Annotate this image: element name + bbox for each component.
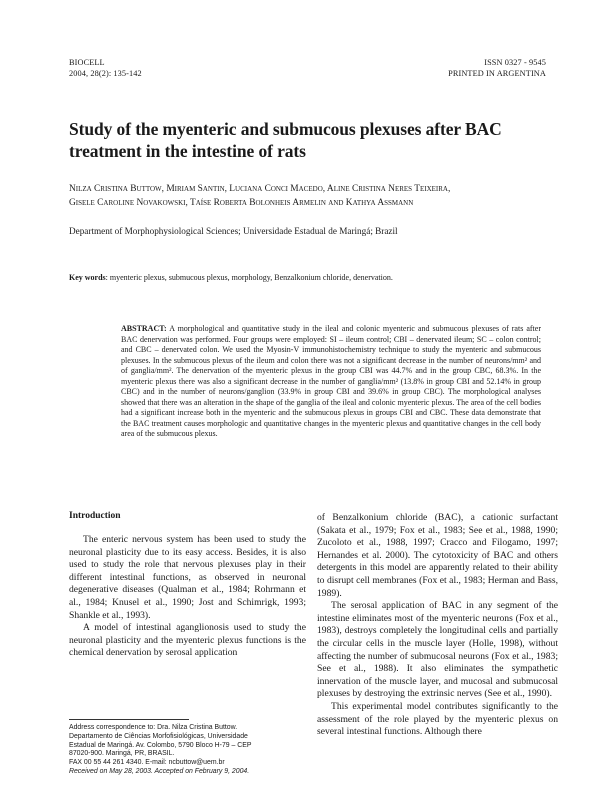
authors-line-2: Gisele Caroline Novakowski, Taíse Roberta Bolonheis Armelin and Kathya Assmann: [69, 198, 414, 208]
footnote-line: Address correspondence to: Dra. Nilza Cristina Buttow.: [69, 724, 238, 731]
keywords: [69, 273, 544, 283]
footnote-line: Departamento de Ciências Morfofisiológicas, Universidade: [69, 732, 248, 740]
left-column: [69, 534, 306, 660]
journal-name: BIOCELL: [69, 58, 105, 67]
abstract-text: A morphological and quantitative study in the ileal and colonic myenteric and submucous plexuses of rats after BAC denervation was performed. Four groups were employed: SI – ileum control; CBI – denervated ileum; SC – colon control; and CBC – denervated colon. We used the Myosin-V immunohistochemistry technique to study the myenteric and submucous plexuses. In the submucous plexus of the ileum and colon there was not a significant decrease in the number of neurons/mm² and of ganglia/mm². The denervation of the myenteric plexus in the group CBI was 44.7% and in the group CBC, 68.3%. In the myenteric plexus there was also a significant decrease in the number of ganglia/mm² (13.8% in group CBI and 52.14% in group CBC) and in the number of neurons/ganglion (33.9% in group CBI and 39.6% in group CBC). The morphological analyses showed that there was an alteration in the shape of the ganglia of the ileal and colonic myenteric plexus. The area of the cell bodies had a significant increase both in the myenteric and the submucous plexus in groups CBI and CBC. These data demonstrate that the BAC treatment causes morphologic and quantitative changes in the myenteric plexus and quantitative changes in the cell body area of the submucous plexus.: [121, 324, 541, 438]
correspondence-footnote: [69, 724, 309, 777]
intro-paragraph: This experimental model contributes significantly to the assessment of the role played by the myenteric plexus on several intestinal functions. Although there: [317, 700, 558, 738]
authors-line-1: Nilza Cristina Buttow, Miriam Santin, Luciana Conci Macedo, Aline Cristina Neres Teixeira,: [69, 184, 451, 194]
footnote-divider: [69, 719, 189, 720]
received-dates: Received on May 28, 2003. Accepted on February 9, 2004.: [69, 767, 250, 775]
intro-paragraph: The serosal application of BAC in any segment of the intestine eliminates most of the myenteric neurons (Fox et al., 1983), destroys completely the longitudinal cells and partially the circular cells in the muscle layer (Holle, 1998), without affecting the number of submucosal neurons (Fox et al., 1983; See et al., 1988). It also eliminates the sympathetic innervation of the muscle layer, and mucosal and submucosal plexuses by destroying the extrinsic nerves (See et al., 1990).: [317, 600, 558, 700]
footnote-line: Estadual de Maringá. Av. Colombo, 5790 Bloco H-79 – CEP: [69, 741, 252, 749]
right-column: [317, 512, 558, 739]
journal-header: [69, 57, 142, 79]
abstract: [121, 324, 541, 440]
paper-title: Study of the myenteric and submucous plexuses after BAC treatment in the intestine of rats: [69, 119, 502, 161]
footnote-line: FAX 00 55 44 261 4340. E-mail: ncbuttow@uem.br: [69, 759, 225, 767]
printed-in: PRINTED IN ARGENTINA: [448, 69, 546, 78]
issn-header: [448, 57, 546, 79]
issn: ISSN 0327 - 9545: [484, 58, 546, 67]
intro-paragraph: of Benzalkonium chloride (BAC), a cationic surfactant (Sakata et al., 1979; Fox et al., 1983; See et al., 1988, 1990; Zucoloto et al., 1988, 1997; Cracco and Filogamo, 1997; Hernandes et al. 2000). The cytotoxicity of BAC and others detergents in this model are apparently related to their ability to disrupt cell membranes (Fox et al., 1983; Herman and Bass, 1989).: [317, 512, 558, 599]
keywords-label: Key words: [69, 273, 106, 282]
introduction-heading: Introduction: [69, 511, 121, 521]
footnote-line: 87020-900. Maringá, PR, BRASIL.: [69, 750, 175, 758]
abstract-label: ABSTRACT:: [121, 324, 167, 333]
journal-volume: 2004, 28(2): 135-142: [69, 69, 142, 78]
keywords-text: : myenteric plexus, submucous plexus, morphology, Benzalkonium chloride, denervation.: [105, 273, 393, 282]
department: Department of Morphophysiological Sciences; Universidade Estadual de Maringá; Brazil: [69, 226, 398, 236]
intro-paragraph: A model of intestinal aganglionosis used to study the neuronal plasticity and the myenteric plexus functions is the chemical denervation by serosal application: [69, 622, 306, 659]
intro-paragraph: The enteric nervous system has been used to study the neuronal plasticity due to its easy access. Besides, it is also used to study the role that nervous plexuses play in their different intestinal functions, as observed in neuronal degenerative diseases (Qualman et al., 1984; Rohrmann et al., 1984; Knusel et al., 1990; Jost and Schimrigk, 1993; Shankle et al., 1993).: [69, 534, 306, 621]
authors: [69, 182, 544, 210]
